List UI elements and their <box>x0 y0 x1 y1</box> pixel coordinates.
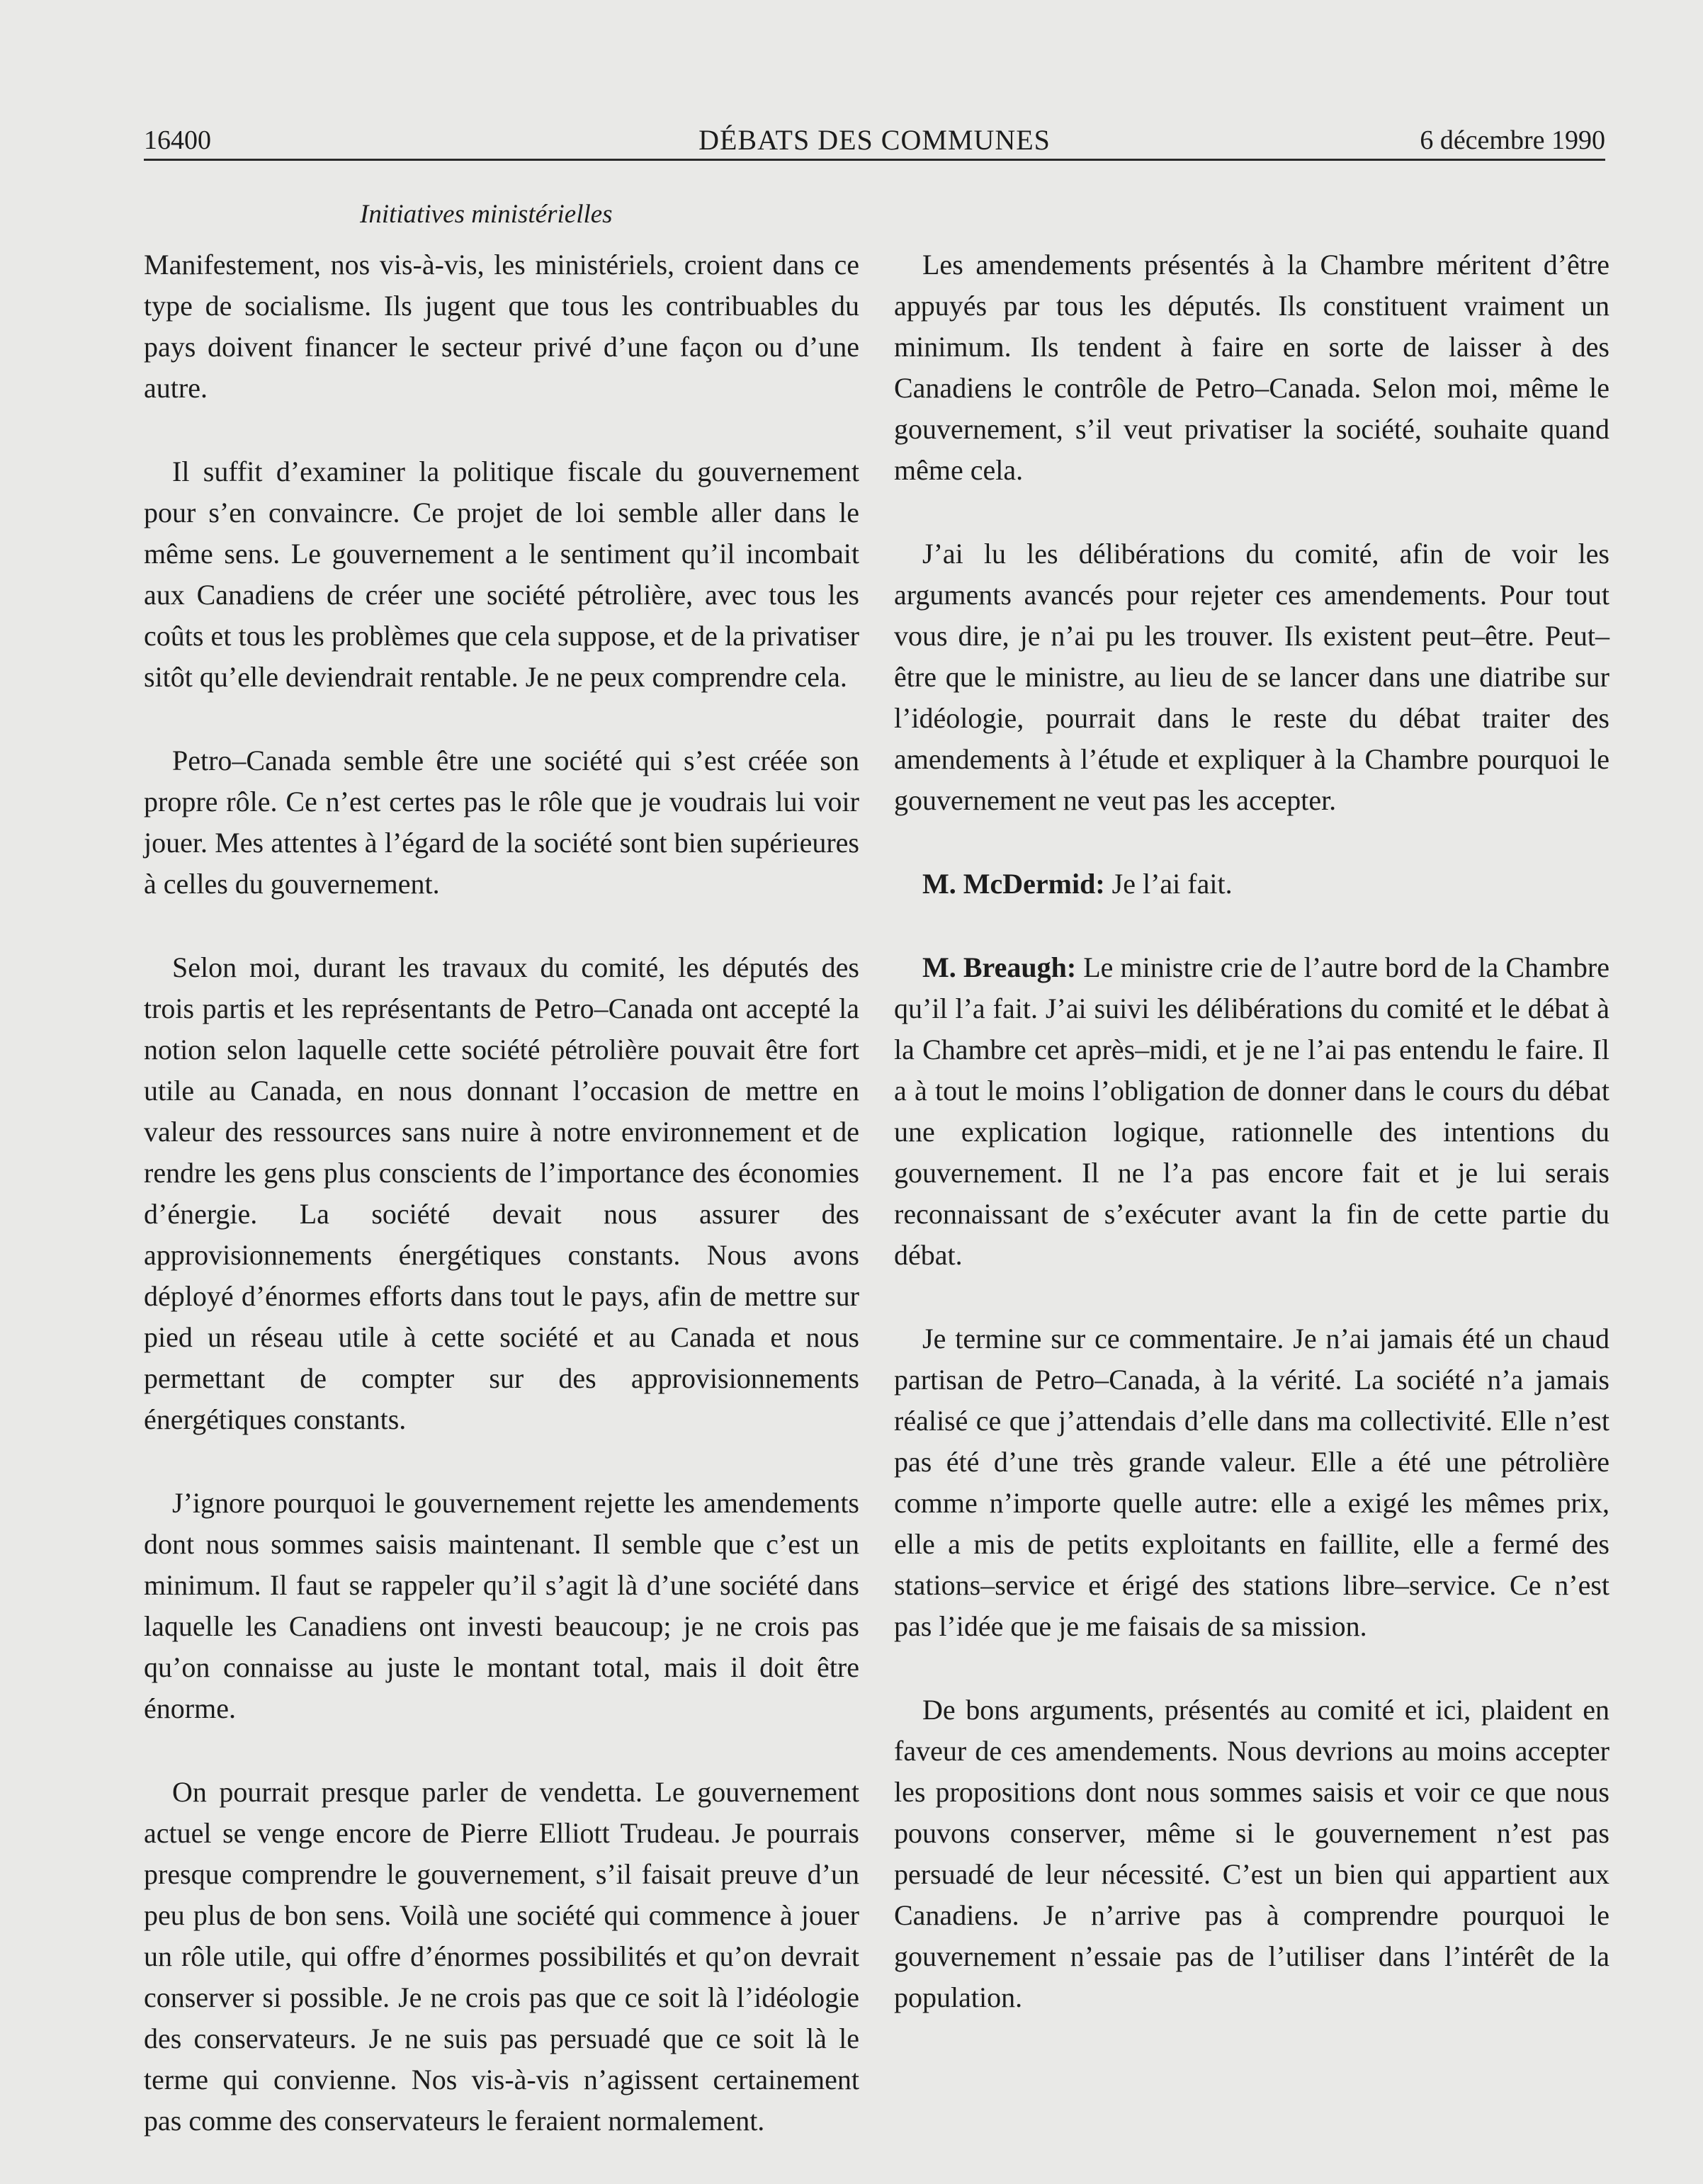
section-heading: Initiatives ministérielles <box>360 200 613 229</box>
header-rule <box>144 159 1605 161</box>
paragraph: Petro–Canada semble être une société qui s’est créée son propre rôle. Ce n’est certes pas le rôle que je voudrais lui voir jouer. Mes attentes à l’égard de la société sont bien supérieures à celles du gouvernement. <box>144 745 859 900</box>
paragraph: J’ignore pourquoi le gouvernement rejette les amendements dont nous sommes saisis maintenant. Il semble que c’est un minimum. Il faut se rappeler qu’il s’agit là d’une société dans laquelle les Canadiens ont investi beaucoup; je ne crois pas qu’on connaisse au juste le montant total, mais il doit être énorme. <box>144 1487 859 1724</box>
right-column <box>894 244 1609 2061</box>
paragraph: De bons arguments, présentés au comité et ici, plaident en faveur de ces amendements. Nous devrions au moins accepter les propositions dont nous sommes saisis et voir ce que nous pouvons conserver, même si le gouvernement n’est pas persuadé de leur nécessité. C’est un bien qui appartient aux Canadiens. Je n’arrive pas à comprendre pourquoi le gouvernement n’essaie pas de l’utiliser dans l’intérêt de la population. <box>894 1694 1609 2013</box>
speaker-name: M. Breaugh: <box>922 951 1077 983</box>
paragraph: Il suffit d’examiner la politique fiscale du gouvernement pour s’en convaincre. Ce projet de loi semble aller dans le même sens. Le gouvernement a le sentiment qu’il incombait aux Canadiens de créer une société pétrolière, avec tous les coûts et tous les problèmes que cela suppose, et de la privatiser sitôt qu’elle deviendrait rentable. Je ne peux comprendre cela. <box>144 456 859 693</box>
speaker-name: M. McDermid: <box>922 868 1105 900</box>
paragraph: Manifestement, nos vis-à-vis, les ministériels, croient dans ce type de socialisme. Ils jugent que tous les contribuables du pays doivent financer le secteur privé d’une façon ou d’une autre. <box>144 249 859 404</box>
speech-text: Le ministre crie de l’autre bord de la Chambre qu’il l’a fait. J’ai suivi les délibérations du comité et le débat à la Chambre cet après–midi, et je ne l’ai pas entendu le faire. Il a à tout le moins l’obligation de donner dans le cours du débat une explication logique, rationnelle des intentions du gouvernement. Il ne l’a pas encore fait et je lui serais reconnaissant de s’exécuter avant la fin de cette partie du débat. <box>894 951 1609 1271</box>
page-header <box>144 119 1605 162</box>
speech-text: Je l’ai fait. <box>1104 868 1233 900</box>
publication-date: 6 décembre 1990 <box>1420 125 1605 155</box>
paragraph: Selon moi, durant les travaux du comité, les députés des trois partis et les représentants de Petro–Canada ont accepté la notion selon laquelle cette société pétrolière pouvait être fort utile au Canada, en nous donnant l’occasion de mettre en valeur des ressources sans nuire à notre environnement et de rendre les gens plus conscients de l’importance des économies d’énergie. La société devait nous assurer des approvisionnements énergétiques constants. Nous avons déployé d’énormes efforts dans tout le pays, afin de mettre sur pied un réseau utile à cette société et au Canada et nous permettant de compter sur des approvisionnements énergétiques constants. <box>144 951 859 1435</box>
paragraph: J’ai lu les délibérations du comité, afin de voir les arguments avancés pour rejeter ces amendements. Pour tout vous dire, je n’ai pu les trouver. Ils existent peut–être. Peut–être que le ministre, au lieu de se lancer dans une diatribe sur l’idéologie, pourrait dans le reste du débat traiter des amendements à l’étude et expliquer à la Chambre pourquoi le gouvernement ne veut pas les accepter. <box>894 538 1609 816</box>
speech-mcdermid <box>894 864 1609 905</box>
paragraph: Les amendements présentés à la Chambre méritent d’être appuyés par tous les députés. Ils constituent vraiment un minimum. Ils tendent à faire en sorte de laisser à des Canadiens le contrôle de Petro–Canada. Selon moi, même le gouvernement, s’il veut privatiser la société, souhaite quand même cela. <box>894 249 1609 486</box>
page-number: 16400 <box>144 125 211 155</box>
paragraph: Je termine sur ce commentaire. Je n’ai jamais été un chaud partisan de Petro–Canada, à la vérité. La société n’a jamais réalisé ce que j’attendais d’elle dans ma collectivité. Elle n’est pas été d’une très grande valeur. Elle a été une pétrolière comme n’importe quelle autre: elle a exigé les mêmes prix, elle a mis de petits exploitants en faillite, elle a fermé des stations–service et érigé des stations libre–service. Ce n’est pas l’idée que je me faisais de sa mission. <box>894 1323 1609 1642</box>
left-column <box>144 244 859 2184</box>
speech-breaugh <box>894 947 1609 1276</box>
paragraph: On pourrait presque parler de vendetta. Le gouvernement actuel se venge encore de Pierre Elliott Trudeau. Je pourrais presque comprendre le gouvernement, s’il faisait preuve d’un peu plus de bon sens. Voilà une société qui commence à jouer un rôle utile, qui offre d’énormes possibilités et qu’on devrait conserver si possible. Je ne crois pas que ce soit là l’idéologie des conservateurs. Je ne suis pas persuadé que ce soit là le terme qui convienne. Nos vis-à-vis n’agissent certainement pas comme des conservateurs le feraient normalement. <box>144 1776 859 2137</box>
publication-title: DÉBATS DES COMMUNES <box>698 124 1051 156</box>
